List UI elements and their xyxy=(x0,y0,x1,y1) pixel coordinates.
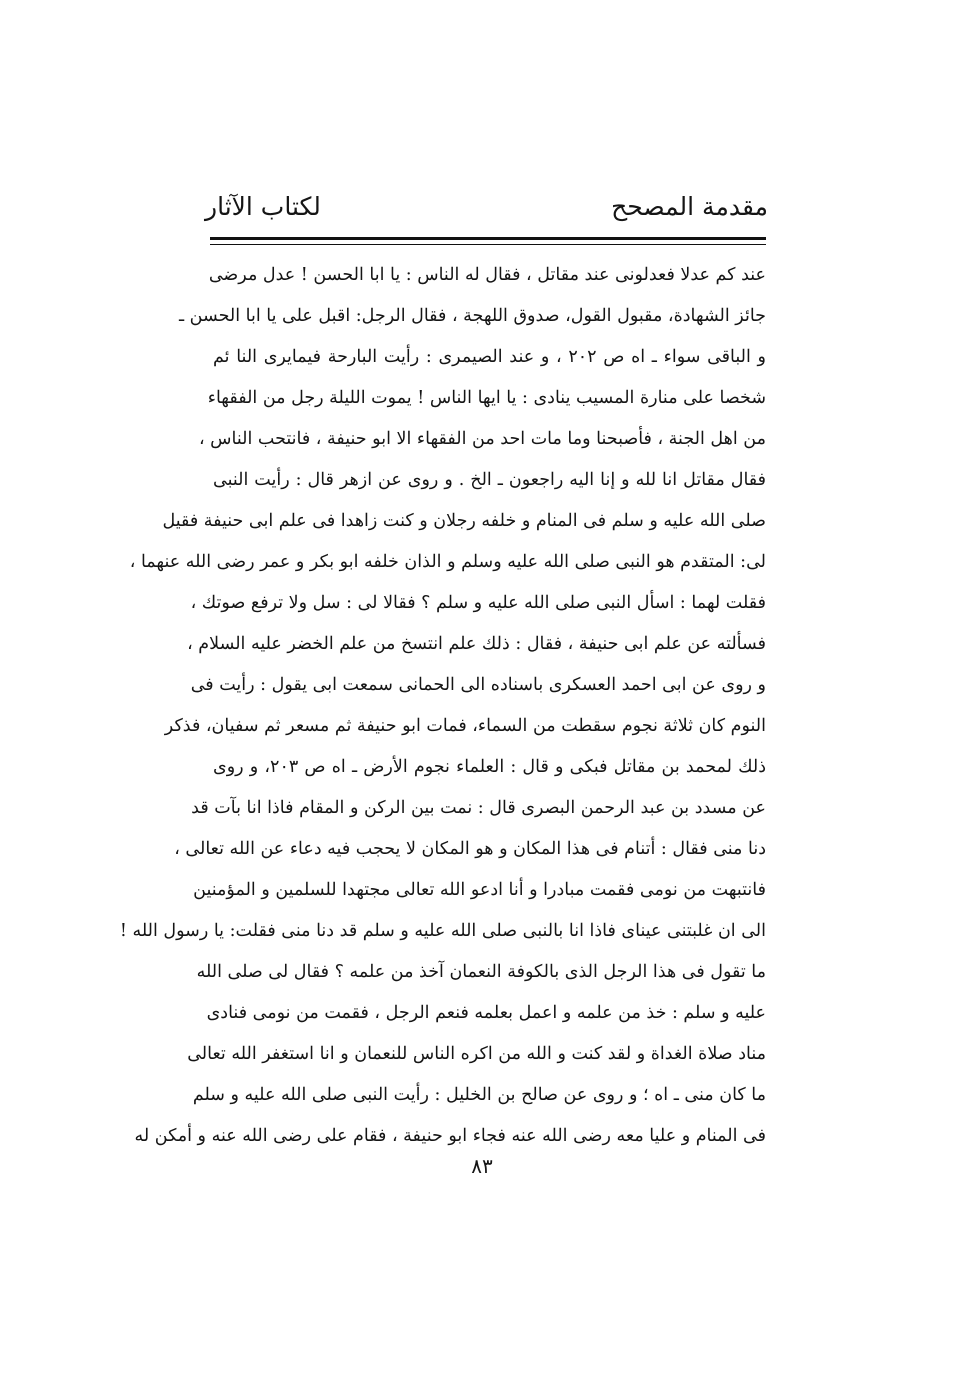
text-line: جائز الشهادة، مقبول القول، صدوق اللهجة ، فقال الرجل: اقبل على يا ابا الحسن ـ xyxy=(178,306,766,326)
text-line: و الباقى سواء ـ اه ص ٢٠٢ ، و عند الصيمرى : رأيت البارحة فيمايرى النا ئم xyxy=(213,347,766,367)
text-line: من اهل الجنة ، فأصبحنا وما مات احد من الفقهاء الا ابو حنيفة ، فانتحب الناس ، xyxy=(198,429,766,449)
text-line: عند كم عدلا فعدلونى عند مقاتل ، فقال له الناس : يا ابا الحسن ! عدل مرضى xyxy=(208,265,766,285)
text-line: فسألته عن علم ابى حنيفة ، فقال : ذلك علم انتسخ من علم الخضر عليه السلام ، xyxy=(187,634,766,654)
text-line: ما تقول فى هذا الرجل الذى بالكوفة النعمان آخذ من علمه ؟ فقال لى صلى الله xyxy=(196,962,766,982)
text-line: شخصا على منارة المسيب ينادى : يا ايها الناس ! يموت الليلة رجل من الفقهاء xyxy=(207,388,766,408)
running-header xyxy=(205,186,768,230)
header-rule-thin xyxy=(210,244,766,245)
text-line: الى ان غلبتنى عيناى فاذا انا بالنبى صلى الله عليه و سلم قد دنا منى فقلت: يا رسول الله ! xyxy=(119,921,766,941)
text-line: النوم كان ثلاثة نجوم سقطت من السماء، فمات ابو حنيفة ثم مسعر ثم سفيان، فذكر xyxy=(164,716,766,736)
text-line: دنا منى فقال : أتنام فى هذا المكان و هو المكان لا يحجب فيه دعاء عن الله تعالى ، xyxy=(174,839,766,859)
text-line: فانتبهت من نومى فقمت مبادرا و أنا ادعو الله تعالى مجتهدا للسلمين و المؤمنين xyxy=(193,880,766,900)
text-line: مناد صلاة الغداة و لقد كنت و الله من اكره الناس للنعمان و انا استغفر الله تعالى xyxy=(187,1044,766,1064)
text-line: ما كان منى ـ اه ؛ و روى عن صالح بن الخليل : رأيت النبى صلى الله عليه و سلم xyxy=(192,1085,766,1105)
text-line: و روى عن ابى احمد العسكرى باسناده الى الحمانى سمعت ابى يقول : رأيت فى xyxy=(190,675,766,695)
header-rule-thick xyxy=(210,237,766,240)
text-line: عن مسدد بن عبد الرحمن البصرى قال : نمت بين الركن و المقام فاذا انا بآت قد xyxy=(191,798,766,818)
text-line: فقلت لهما : اسأل النبى صلى الله عليه و سلم ؟ فقالا لى : سل ولا ترفع صوتك ، xyxy=(190,593,766,613)
page-number: ٨٣ xyxy=(471,1154,493,1178)
body-text xyxy=(119,255,767,1157)
text-line: فى المنام و عليا معه رضى الله عنه فجاء ابو حنيفة ، فقام على رضى الله عنه و أمكن له xyxy=(134,1126,766,1146)
text-line: ذلك لمحمد بن مقاتل فبكى و قال : العلماء نجوم الأرض ـ اه ص ٢٠٣، و روى xyxy=(213,757,767,777)
header-title-right: مقدمة المصحح xyxy=(611,192,768,221)
text-line: عليه و سلم : خذ من علمه و اعمل بعلمه فنعم الرجل ، فقمت من نومى فنادى xyxy=(206,1003,766,1023)
header-title-left: لكتاب الآثار xyxy=(205,192,321,221)
text-line: فقال مقاتل انا لله و إنا اليه راجعون ـ الخ . و روى عن ازهر قال : رأيت النبى xyxy=(213,470,766,490)
text-line: لى: المتقدم هو النبى صلى الله عليه وسلم و الذان خلفه ابو بكر و عمر رضى الله عنهما ، xyxy=(129,552,766,572)
text-line: صلى الله عليه و سلم فى المنام و خلفه رجلان و كنت زاهدا فى علم ابى حنيفة فقيل xyxy=(162,511,766,531)
